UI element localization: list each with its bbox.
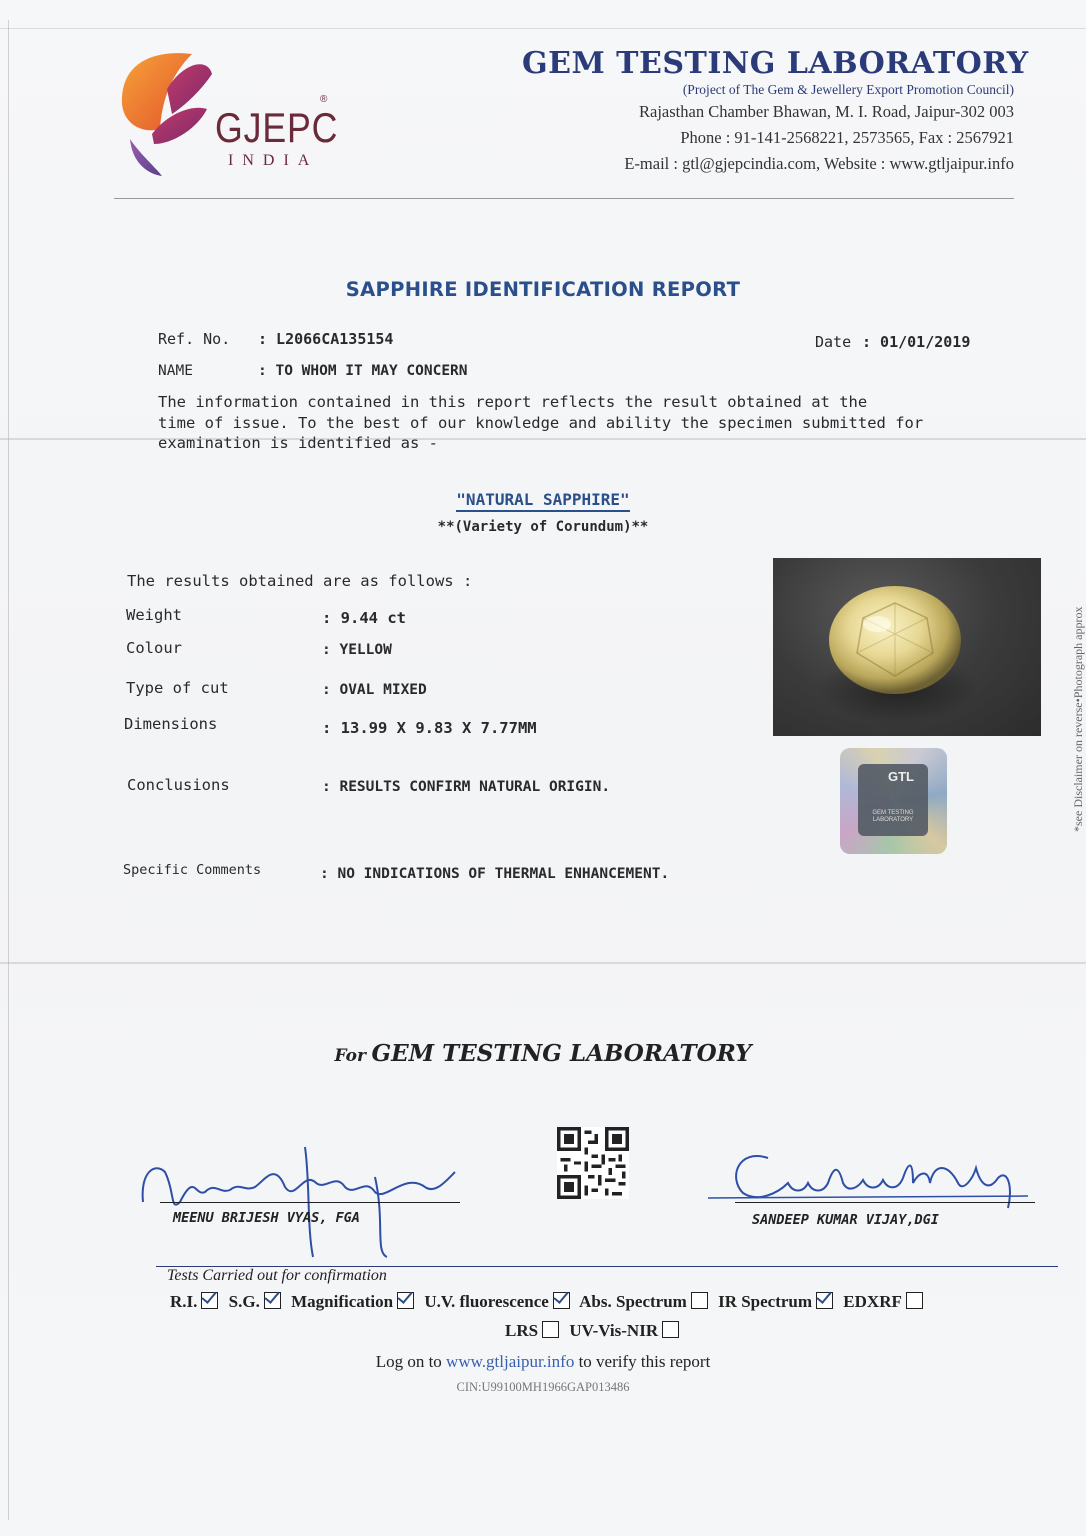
signature-line-right	[735, 1202, 1035, 1203]
hologram-caption: GEM TESTING LABORATORY	[872, 810, 914, 823]
test-ri-label: R.I.	[170, 1292, 198, 1311]
test-magnification-checkbox[interactable]	[397, 1292, 414, 1309]
cut-label: Type of cut	[126, 679, 229, 697]
side-note-text: *see Disclaimer on reverse•Photograph approx	[1071, 606, 1085, 832]
lab-address: Rajasthan Chamber Bhawan, M. I. Road, Jaipur-302 003	[639, 102, 1014, 121]
test-magnification-label: Magnification	[291, 1292, 394, 1311]
tests-row-1	[170, 1292, 929, 1312]
weight-label: Weight	[126, 606, 182, 624]
test-uvvis-label: UV-Vis-NIR	[569, 1321, 659, 1340]
signatory-left: MEENU BRIJESH VYAS, FGA	[173, 1210, 360, 1226]
identification-text: "NATURAL SAPPHIRE"	[456, 490, 629, 512]
hologram-logo: GTL	[888, 769, 914, 784]
conclusions-value: : RESULTS CONFIRM NATURAL ORIGIN.	[322, 779, 611, 795]
lab-phone: Phone : 91-141-2568221, 2573565, Fax : 2567921	[680, 128, 1014, 147]
test-lrs-checkbox[interactable]	[542, 1321, 559, 1338]
verify-suffix: to verify this report	[578, 1352, 711, 1371]
test-uv-label: U.V. fluorescence	[424, 1292, 549, 1311]
logo-wordmark: GJEPC	[215, 104, 339, 151]
logo-subtitle: INDIA	[228, 152, 319, 169]
for-lab-name: GEM TESTING LABORATORY	[371, 1040, 752, 1067]
test-ir-label: IR Spectrum	[718, 1292, 813, 1311]
verify-link[interactable]: www.gtljaipur.info	[446, 1352, 575, 1371]
lab-title: GEM TESTING LABORATORY	[522, 46, 1029, 81]
test-lrs-label: LRS	[505, 1321, 539, 1340]
colour-label: Colour	[126, 639, 182, 657]
tests-row-2	[505, 1321, 685, 1341]
intro-line-3: examination is identified as -	[158, 434, 438, 452]
paper-fold	[0, 962, 1086, 964]
for-lab-line	[0, 1040, 1086, 1067]
ref-label: Ref. No.	[158, 330, 231, 348]
test-uv-checkbox[interactable]	[553, 1292, 570, 1309]
dimensions-label: Dimensions	[124, 715, 218, 733]
test-sg-label: S.G.	[228, 1292, 260, 1311]
verify-line	[0, 1352, 1086, 1372]
conclusions-label: Conclusions	[127, 776, 230, 794]
lab-project-note: (Project of The Gem & Jewellery Export Promotion Council)	[682, 82, 1014, 97]
weight-value: : 9.44 ct	[322, 609, 406, 627]
cut-value: : OVAL MIXED	[322, 682, 427, 698]
signatory-right: SANDEEP KUMAR VIJAY,DGI	[752, 1212, 939, 1228]
verify-prefix: Log on to	[375, 1352, 442, 1371]
comments-label: Specific Comments	[123, 862, 262, 878]
intro-line-1: The information contained in this report reflects the result obtained at the	[158, 393, 868, 411]
variety: **(Variety of Corundum)**	[437, 519, 649, 535]
side-note	[1071, 570, 1083, 830]
cin-number: CIN:U99100MH1966GAP013486	[456, 1380, 630, 1394]
test-sg-checkbox[interactable]	[264, 1292, 281, 1309]
test-uvvis-checkbox[interactable]	[662, 1321, 679, 1338]
name-label: NAME	[158, 363, 193, 379]
date-value: : 01/01/2019	[862, 333, 971, 351]
test-abs-checkbox[interactable]	[691, 1292, 708, 1309]
report-title: SAPPHIRE IDENTIFICATION REPORT	[345, 278, 741, 301]
test-ri-checkbox[interactable]	[201, 1292, 218, 1309]
test-abs-label: Abs. Spectrum	[579, 1292, 687, 1311]
paper-edge-top	[0, 28, 1086, 29]
test-ir-checkbox[interactable]	[816, 1292, 833, 1309]
tests-title: Tests Carried out for confirmation	[167, 1267, 387, 1284]
date-label: Date	[815, 333, 852, 351]
gem-photograph	[773, 558, 1041, 736]
test-edxrf-checkbox[interactable]	[906, 1292, 923, 1309]
paper-edge	[8, 20, 9, 1520]
lab-email: E-mail : gtl@gjepcindia.com, Website : www.gtljaipur.info	[624, 154, 1014, 173]
dimensions-value: : 13.99 X 9.83 X 7.77MM	[322, 719, 537, 737]
registered-mark: ®	[320, 94, 328, 105]
colour-value: : YELLOW	[322, 642, 392, 658]
signature-left-icon	[135, 1132, 475, 1262]
qr-code-icon	[557, 1127, 629, 1199]
header-divider	[114, 198, 1014, 199]
comments-value: : NO INDICATIONS OF THERMAL ENHANCEMENT.	[320, 866, 670, 882]
ref-value: : L2066CA135154	[258, 330, 394, 348]
for-label: For	[334, 1046, 366, 1066]
results-intro: The results obtained are as follows :	[127, 572, 473, 590]
hologram-seal	[840, 748, 947, 854]
identification	[0, 490, 1086, 510]
name-value: : TO WHOM IT MAY CONCERN	[258, 363, 468, 379]
signature-line-left	[160, 1202, 460, 1203]
gem-image-icon	[773, 558, 1041, 736]
intro-line-2: time of issue. To the best of our knowledge and ability the specimen submitted for	[158, 414, 924, 432]
test-edxrf-label: EDXRF	[843, 1292, 902, 1311]
